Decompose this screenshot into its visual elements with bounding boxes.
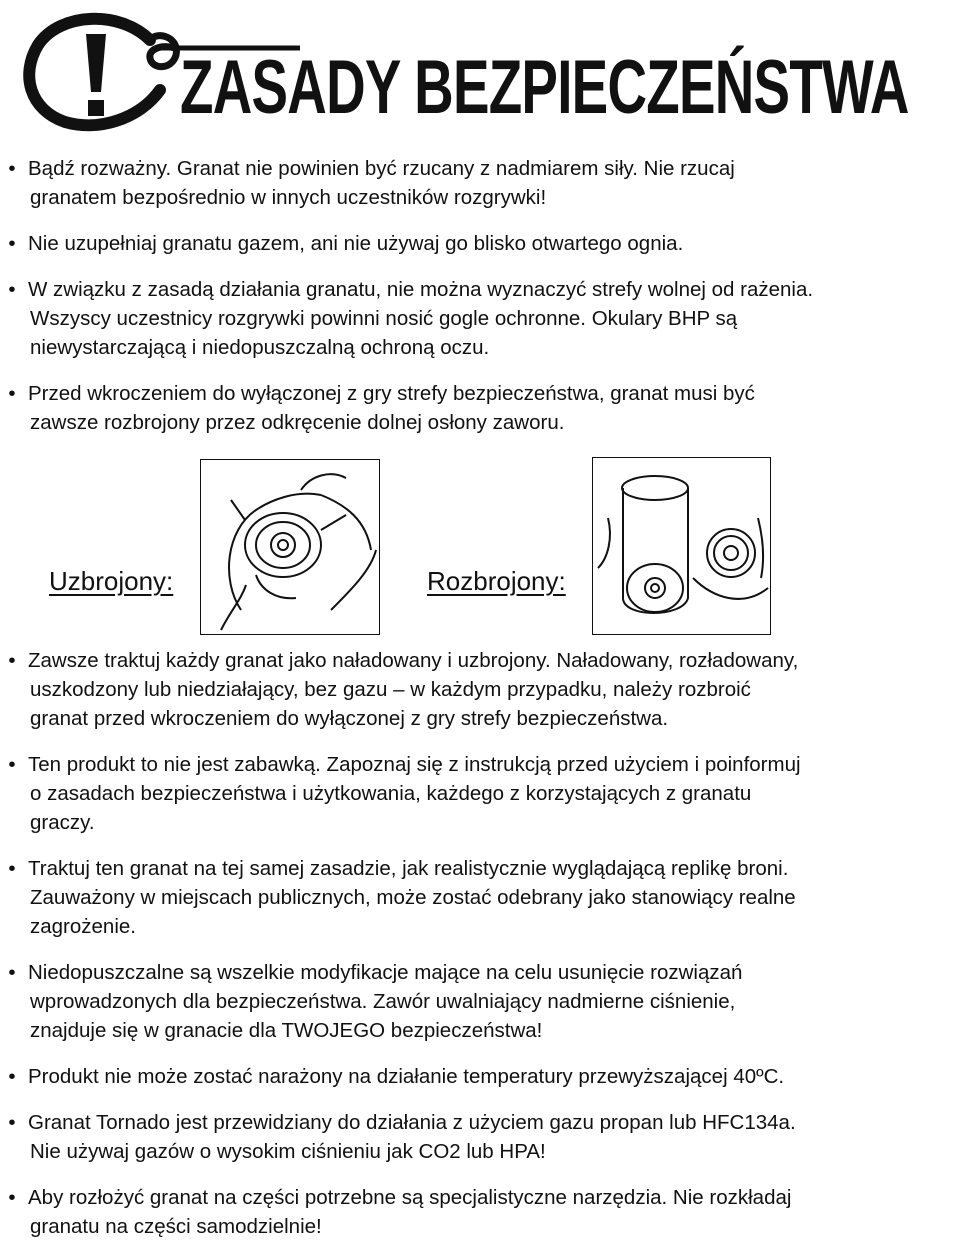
armed-grenade-image	[200, 459, 380, 635]
rule-text-line: Nie używaj gazów o wysokim ciśnieniu jak CO2 lub HPA!	[30, 1140, 546, 1163]
rule-text-line: znajduje się w granacie dla TWOJEGO bezpieczeństwa!	[30, 1019, 543, 1042]
rule-text-line: granatem bezpośrednio w innych uczestników rozgrywki!	[30, 186, 547, 209]
bullet-icon: •	[8, 753, 16, 776]
rule-text-line: o zasadach bezpieczeństwa i użytkowania, każdego z korzystających z granatu	[30, 782, 752, 805]
rule-text-line: W związku z zasadą działania granatu, nie można wyznaczyć strefy wolnej od rażenia.	[28, 278, 814, 301]
safety-rules-top	[0, 154, 960, 454]
bullet-icon: •	[8, 649, 16, 672]
bullet-icon: •	[8, 278, 16, 301]
rule-text-line: Niedopuszczalne są wszelkie modyfikacje mające na celu usunięcie rozwiązań	[28, 961, 743, 984]
rule-text-line: Ten produkt to nie jest zabawką. Zapoznaj się z instrukcją przed użyciem i poinformuj	[28, 753, 801, 776]
rule-item	[0, 1062, 960, 1091]
disarmed-label: Rozbrojony:	[427, 566, 566, 596]
rule-text-line: Bądź rozważny. Granat nie powinien być rzucany z nadmiarem siły. Nie rzucaj	[28, 157, 735, 180]
bullet-icon: •	[8, 1065, 16, 1088]
safety-rules-bottom	[0, 646, 960, 1258]
rule-item	[0, 275, 960, 362]
rule-text-line: Zauważony w miejscach publicznych, może zostać odebrany jako stanowiący realne	[30, 886, 796, 909]
rule-text-line: Aby rozłożyć granat na części potrzebne są specjalistyczne narzędzia. Nie rozkładaj	[28, 1186, 792, 1209]
bullet-icon: •	[8, 1111, 16, 1134]
bullet-icon: •	[8, 857, 16, 880]
rule-text-line: granat przed wkroczeniem do wyłączonej z gry strefy bezpieczeństwa.	[30, 707, 669, 730]
rule-item	[0, 154, 960, 212]
bullet-icon: •	[8, 961, 16, 984]
rule-text-line: graczy.	[30, 811, 95, 834]
rule-text-line: Wszyscy uczestnicy rozgrywki powinni nosić gogle ochronne. Okulary BHP są	[30, 307, 738, 330]
rule-item	[0, 854, 960, 941]
rule-item	[0, 1183, 960, 1241]
bullet-icon: •	[8, 232, 16, 255]
rule-item	[0, 958, 960, 1045]
rule-text-line: wprowadzonych dla bezpieczeństwa. Zawór uwalniający nadmierne ciśnienie,	[30, 990, 736, 1013]
rule-item	[0, 379, 960, 437]
bullet-icon: •	[8, 382, 16, 405]
rule-item	[0, 750, 960, 837]
rule-text-line: Nie uzupełniaj granatu gazem, ani nie używaj go blisko otwartego ognia.	[28, 232, 684, 255]
rule-item	[0, 646, 960, 733]
header	[0, 0, 960, 140]
rule-text-line: niewystarczającą i niedopuszczalną ochroną oczu.	[30, 336, 490, 359]
rule-item	[0, 229, 960, 258]
bullet-icon: •	[8, 1186, 16, 1209]
rule-text-line: zagrożenie.	[30, 915, 136, 938]
rule-text-line: uszkodzony lub niedziałający, bez gazu – w każdym przypadku, należy rozbroić	[30, 678, 751, 701]
rule-text-line: Zawsze traktuj każdy granat jako naładowany i uzbrojony. Naładowany, rozładowany,	[28, 649, 799, 672]
bullet-icon: •	[8, 157, 16, 180]
rule-text-line: zawsze rozbrojony przez odkręcenie dolnej osłony zaworu.	[30, 411, 565, 434]
rule-text-line: granatu na części samodzielnie!	[30, 1215, 322, 1238]
disarmed-grenade-image	[592, 457, 771, 635]
page-title: ZASADY BEZPIECZEŃSTWA	[180, 45, 909, 130]
rule-text-line: Granat Tornado jest przewidziany do działania z użyciem gazu propan lub HFC134a.	[28, 1111, 796, 1134]
rule-text-line: Produkt nie może zostać narażony na działanie temperatury przewyższającej 40ºC.	[28, 1065, 785, 1088]
rule-item	[0, 1108, 960, 1166]
rule-text-line: Przed wkroczeniem do wyłączonej z gry strefy bezpieczeństwa, granat musi być	[28, 382, 755, 405]
rule-text-line: Traktuj ten granat na tej samej zasadzie, jak realistycznie wyglądającą replikę broni.	[28, 857, 789, 880]
armed-label: Uzbrojony:	[49, 566, 174, 596]
